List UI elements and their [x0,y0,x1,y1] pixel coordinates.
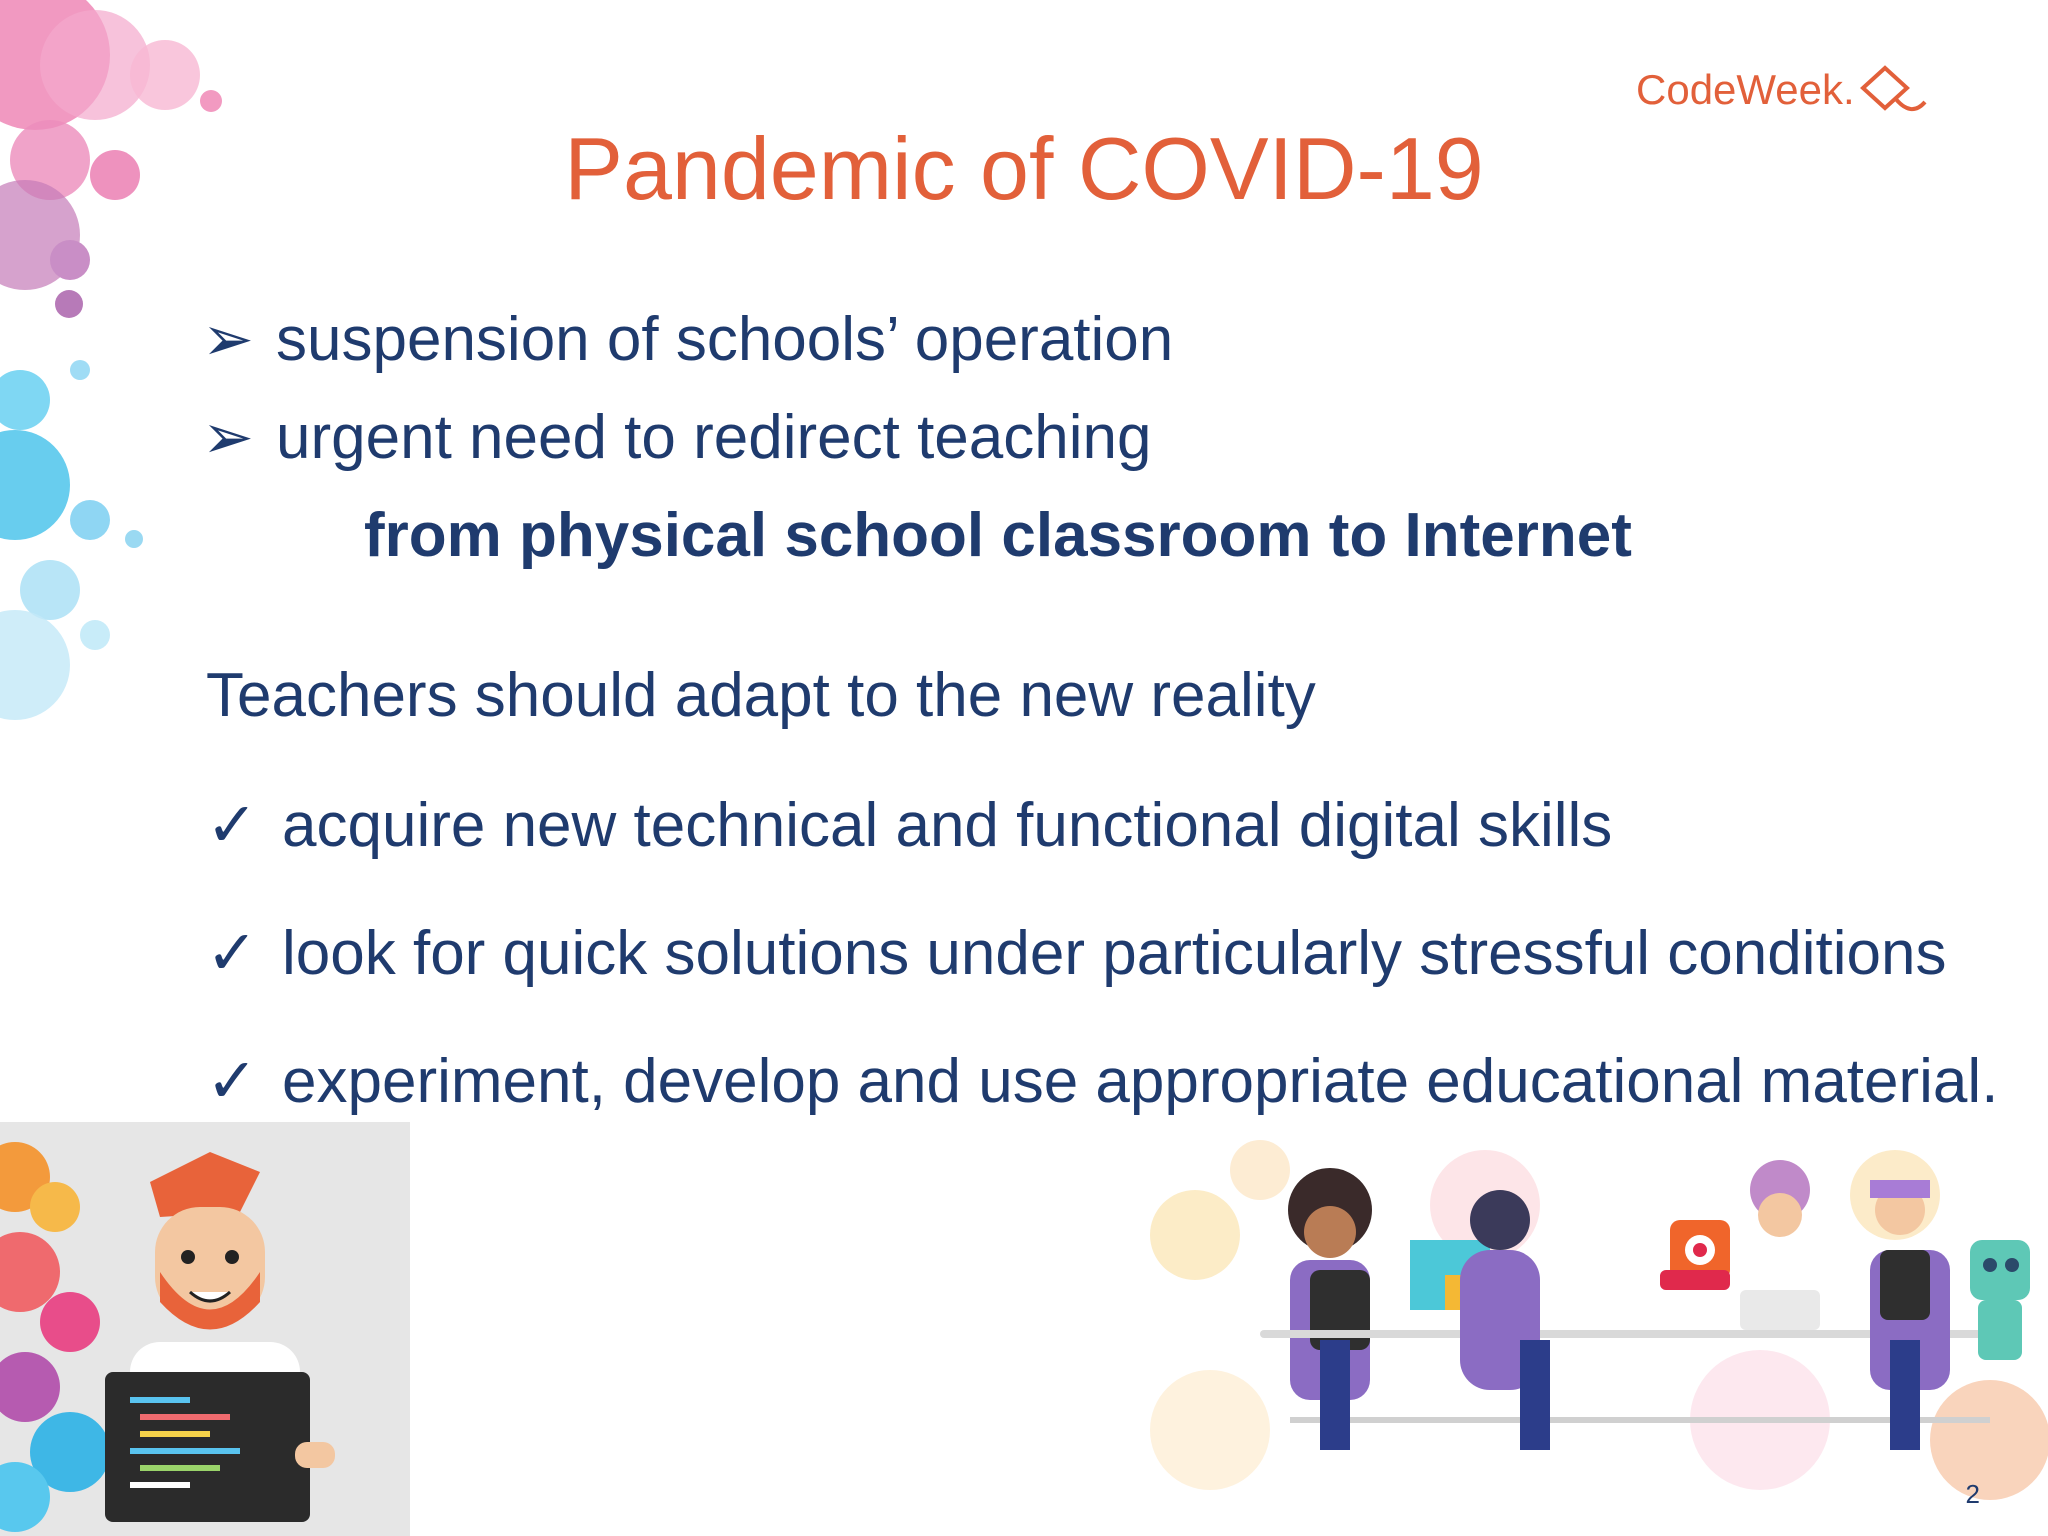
arrow-bullet-icon: ➢ [202,305,254,374]
check-text: acquire new technical and functional digital skills [282,791,1613,860]
developer-illustration [0,1122,410,1536]
check-icon: ✓ [206,1047,258,1116]
check-icon: ✓ [206,791,258,860]
emphasis-text: from physical school classroom to Internet [364,501,1632,570]
check-item [206,788,1612,861]
team-illustration [1130,1130,2048,1536]
lead-in-text: Teachers should adapt to the new reality [206,661,1316,730]
check-icon: ✓ [206,919,258,988]
bullet-item [202,302,1173,375]
logo-text: CodeWeek. [1636,66,1855,113]
bullet-text: urgent need to redirect teaching [276,403,1152,472]
bullet-text: suspension of schools’ operation [276,305,1174,374]
page-number: 2 [1965,1479,1980,1509]
arrow-bullet-icon: ➢ [202,403,254,472]
check-item [206,916,1946,989]
check-text: look for quick solutions under particularly stressful conditions [282,919,1947,988]
slide-title: Pandemic of COVID-19 [564,119,1484,218]
codeweek-logo [1636,62,1929,118]
check-item [206,1044,1998,1117]
bullet-item [202,400,1151,473]
check-text: experiment, develop and use appropriate educational material. [282,1047,1999,1116]
codeweek-logo-icon [1855,62,1929,118]
